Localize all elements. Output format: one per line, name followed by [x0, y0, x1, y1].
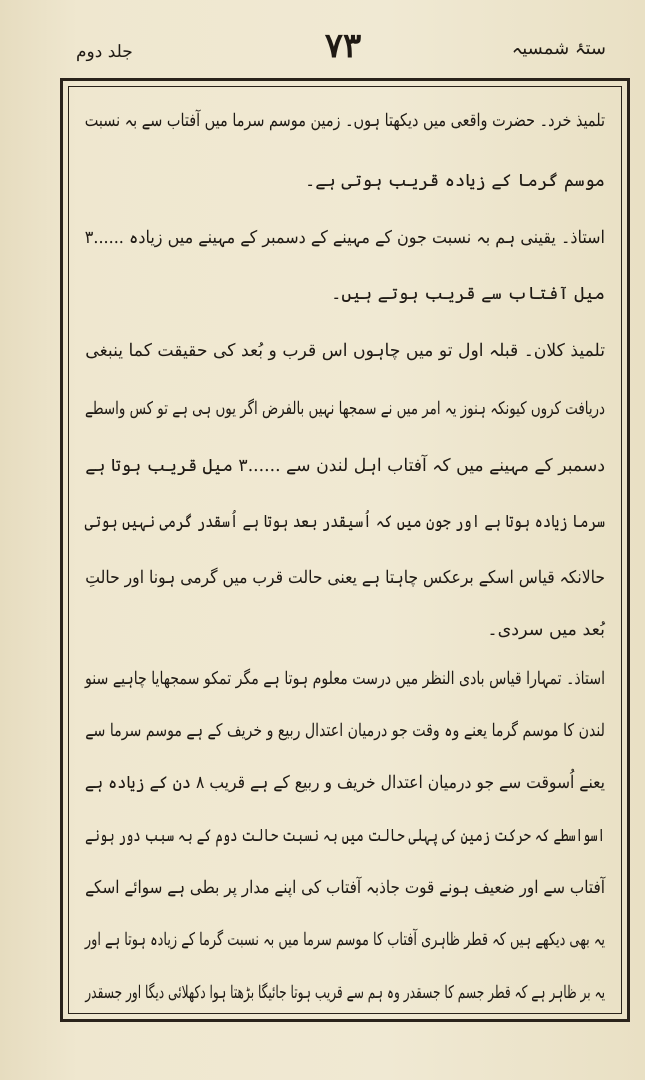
text-line: میل آفتاب سے قریب ہوتے ہیں۔: [331, 284, 605, 304]
text-line: موسم گرما کے زیادہ قریب ہوتی ہے۔: [305, 171, 605, 191]
text-line: یہ بھی دیکھے ہیں کہ قطر ظاہری آفتاب کا موسم سرما میں بہ نسبت گرما کے زیادہ ہوتا ہے اور: [84, 930, 605, 950]
text-line: یعنے اُسوقت سے جو درمیان اعتدال خریف و ربیع کے ہے قریب ۸ دن کے زیادہ ہے: [84, 773, 605, 793]
text-line: یہ بر ظاہر ہے کہ قطر جسم کا جسقدر وہ ہم سے قریب ہوتا جائیگا بڑھتا ہوا دکھلائی دیگا اور جسقدر: [85, 983, 606, 1003]
text-line: حالانکہ قیاس اسکے برعکس چاہتا ہے یعنی حالت قرب میں گرمی ہونا اور حالتِ: [85, 568, 605, 588]
text-line: آفتاب سے اور ضعیف ہونے قوت جاذبہ آفتاب کی اپنے مدار پر بطی ہے سوائے اسکے: [85, 878, 606, 898]
text-line: لندن کا موسم گرما یعنے وہ وقت جو درمیان اعتدال ربیع و خریف کے ہے موسم سرما سے: [85, 721, 606, 741]
volume-label: جلد دوم: [76, 42, 133, 62]
text-line: استاذ۔ یقینی ہم بہ نسبت جون کے مہینے کے دسمبر کے مہینے میں زیادہ ......۳: [84, 228, 605, 248]
text-line: بُعد میں سردی۔: [487, 620, 605, 640]
text-line: تلمیذ کلان۔ قبلہ اول تو میں چاہوں اس قرب و بُعد کی حقیقت کما ینبغی: [85, 341, 606, 361]
text-line: تلمیذ خرد۔ حضرت واقعی میں دیکھتا ہوں۔ زمین موسم سرما میں آفتاب سے بہ نسبت: [84, 111, 605, 131]
text-line: دریافت کروں کیونکہ ہنوز یہ امر میں نے سمجھا نہیں بالفرض اگر یوں ہی ہے تو کس واسطے: [85, 399, 606, 419]
book-title: ستۂ شمسیہ: [511, 38, 606, 59]
text-line: استاذ۔ تمہارا قیاس بادی النظر میں درست معلوم ہوتا ہے مگر تمکو سمجھایا چاہیے سنو: [84, 669, 605, 689]
page-header: [58, 26, 628, 74]
text-line: سرما زیادہ ہوتا ہے اور جون میں کہ اُسیقدر بعد ہوتا ہے اُسقدر گرمی نہیں ہوتی: [84, 512, 606, 532]
text-body: [85, 89, 605, 1019]
page-number: ۷۳: [324, 26, 362, 66]
text-line: دسمبر کے مہینے میں کہ آفتاب اہل لندن سے ......۳ میل قریب ہوتا ہے: [85, 456, 605, 476]
text-frame: [60, 78, 630, 1022]
text-line: اسواسطے کہ حرکت زمین کی پہلی حالت میں بہ نسبت حالت دوم کے بہ سبب دور ہونے: [85, 826, 606, 846]
